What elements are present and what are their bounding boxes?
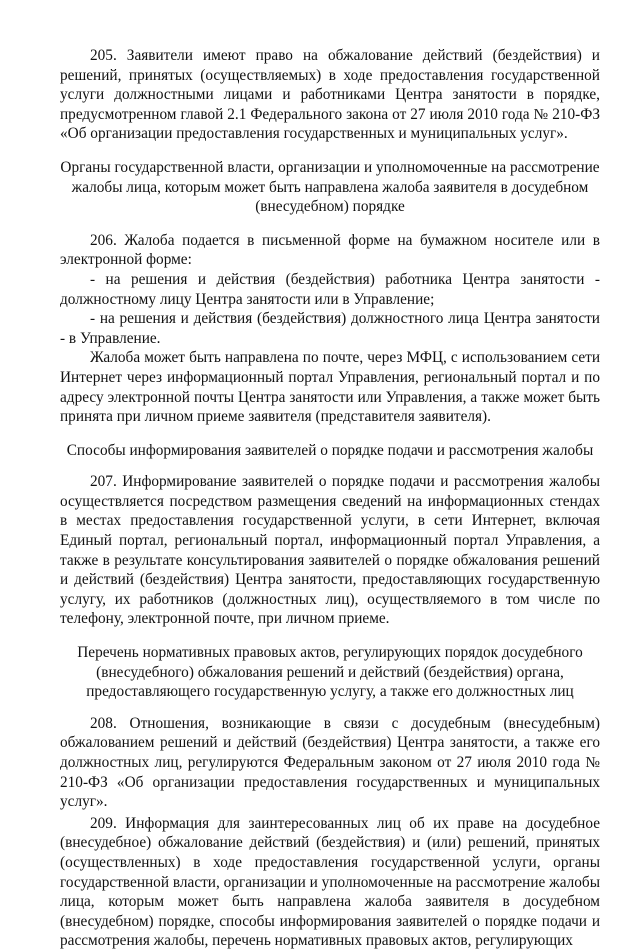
section-heading-informing: Способы информирования заявителей о порядке подачи и рассмотрения жалобы bbox=[66, 441, 594, 459]
paragraph-206-submission: Жалоба может быть направлена по почте, через МФЦ, с использованием сети Интернет через информационный портал Управления, региональный портал и по адресу электронной почты Центра занятости или Управления, а также может быть принята при личном приеме заявителя (представителя заявителя). bbox=[60, 349, 600, 426]
paragraph-205: 205. Заявители имеют право на обжалование действий (бездействия) и решений, принятых (осуществляемых) в ходе предоставления государственной услуги должностными лицами и работниками Центра занятости в порядке, предусмотренном главой 2.1 Федерального закона от 27 июля 2010 года № 210-ФЗ «Об организации предоставления государственных и муниципальных услуг». bbox=[60, 47, 600, 143]
paragraph-206-item-a: - на решения и действия (бездействия) работника Центра занятости - должностному лицу Центра занятости или в Управление; bbox=[60, 270, 600, 308]
section-heading-appeal-bodies: Органы государственной власти, организации и уполномоченные на рассмотрение жалобы лица, которым может быть направлена жалоба заявителя в досудебном (внесудебном) порядке bbox=[60, 158, 600, 216]
paragraph-208: 208. Отношения, возникающие в связи с досудебным (внесудебным) обжалованием решений и действий (бездействия) Центра занятости, а также его должностных лиц, регулируются Федеральным законом от 27 июля 2010 года № 210-ФЗ «Об организации предоставления государственных и муниципальных услуг». bbox=[60, 714, 600, 811]
paragraph-207: 207. Информирование заявителей о порядке подачи и рассмотрения жалобы осуществляется посредством размещения сведений на информационных стендах в местах предоставления государственной услуги, в сети Интернет, включая Единый портал, региональный портал, информационный портал Управления, а также в результате консультирования заявителей о порядке обжалования решений и действий (бездействия) Центра занятости, предоставляющих государственную услугу, их работников (должностных лиц), осуществляемого в том числе по телефону, электронной почте, при личном приеме. bbox=[60, 473, 600, 628]
paragraph-209: 209. Информация для заинтересованных лиц об их праве на досудебное (внесудебное) обжалование действий (бездействия) и (или) решений, принятых (осуществленных) в ходе предоставления государственной услуги, органы государственной власти, организации и уполномоченные на рассмотрение жалобы лица, которым может быть направлена жалоба заявителя в досудебном (внесудебном) порядке, способы информирования заявителей о порядке подачи и рассмотрения жалобы, перечень нормативных правовых актов, регулирующих bbox=[60, 814, 600, 950]
paragraph-206: 206. Жалоба подается в письменной форме на бумажном носителе или в электронной форме: bbox=[60, 231, 600, 269]
section-heading-legal-acts: Перечень нормативных правовых актов, регулирующих порядок досудебного (внесудебного) обжалования решений и действий (бездействия) органа, предоставляющего государственную услугу, а также его должностных лиц bbox=[77, 644, 583, 701]
paragraph-206-item-b: - на решения и действия (бездействия) должностного лица Центра занятости - в Управление. bbox=[60, 310, 600, 347]
